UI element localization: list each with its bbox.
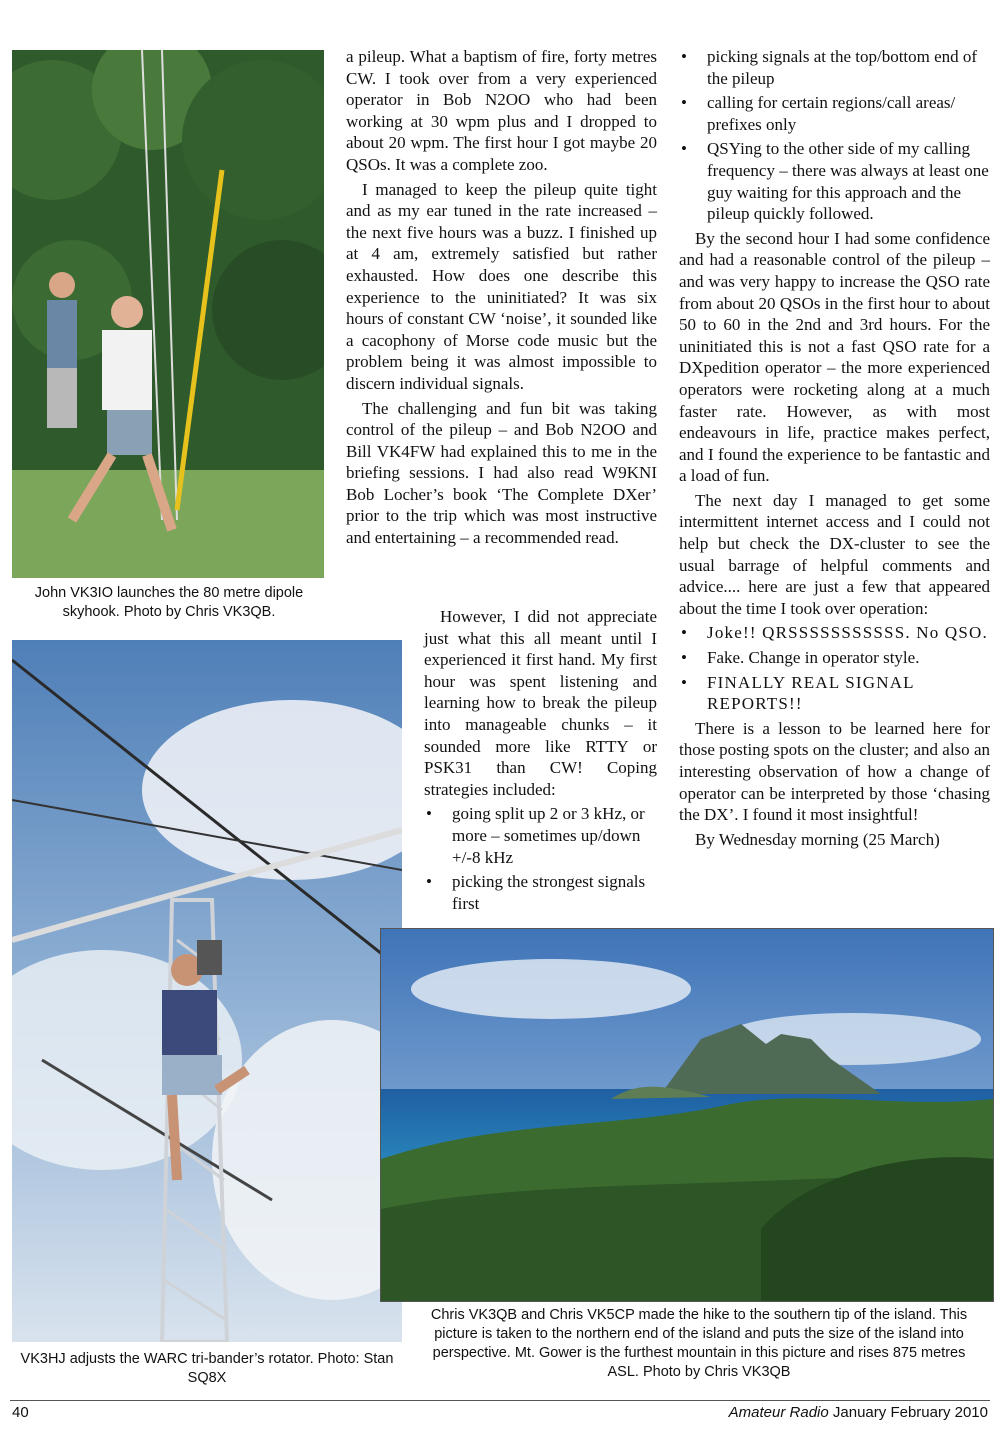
footer-publication: [729, 1404, 988, 1421]
list-item: • picking signals at the top/bottom end of the pileup: [679, 46, 990, 89]
paragraph: By the second hour I had some confidence and had a reasonable control of the pileup – and was very happy to increase the QSO rate from about 20 QSOs in the first hour to about 50 to 60 in the 2nd and 3rd hours. For the uninitiated this is not a fast QSO rate for a DXpedition operator – the more experienced operators were rocketing along at a much faster rate. However, as with most endeavours in life, practice makes perfect, and I found the experience to be fantastic and a load of fun.: [679, 228, 990, 486]
caption-photo-island-landscape: Chris VK3QB and Chris VK5CP made the hike to the southern tip of the island. This picture is taken to the northern end of the island and puts the size of the island into perspective. Mt. Gower is the furthest mountain in this picture and rises 875 metres ASL. Photo by Chris VK3QB: [430, 1307, 968, 1380]
caption-photo-tower-rotator: VK3HJ adjusts the WARC tri-bander’s rotator. Photo: Stan SQ8X: [20, 1351, 394, 1386]
text-column-2: [679, 46, 990, 853]
strategy-list: [424, 803, 657, 914]
caption-photo-antenna-launch: John VK3IO launches the 80 metre dipole skyhook. Photo by Chris VK3QB.: [34, 585, 304, 620]
list-item: • calling for certain regions/call areas/ prefixes only: [679, 92, 990, 135]
text-column-1-top: [346, 46, 657, 552]
list-item: • picking the strongest signals first: [424, 871, 657, 914]
paragraph: a pileup. What a baptism of fire, forty metres CW. I took over from a very experienced operator in Bob N2OO who had been working at 30 wpm plus and I dropped to about 20 wpm. The first hour I got maybe 20 QSOs. It was a complete zoo.: [346, 47, 657, 174]
footer-divider: [10, 1400, 990, 1401]
magazine-title: Amateur Radio: [728, 1404, 829, 1421]
list-item: • Joke!! QRSSSSSSSSSSS. No QSO.: [679, 622, 990, 644]
cluster-comments-list: [679, 622, 990, 714]
paragraph: There is a lesson to be learned here for those posting spots on the cluster; and also an interesting observation of how a change of operator can be interpreted by those ‘chasing the DX’. I found it most insightful!: [679, 718, 990, 825]
paragraph: By Wednesday morning (25 March): [695, 829, 940, 849]
issue-date: January February 2010: [832, 1404, 988, 1421]
paragraph: The challenging and fun bit was taking control of the pileup – and Bob N2OO and Bill VK4FW had explained this to me in the briefing sessions. I had also read W9KNI Bob Locher’s book ‘The Complete DXer’ prior to the trip which was most instructive and entertaining – a recommended read.: [346, 398, 657, 548]
list-item: • FINALLY REAL SIGNAL REPORTS!!: [679, 672, 990, 715]
strategy-list-continued: [679, 46, 990, 225]
page-number: 40: [12, 1404, 29, 1421]
paragraph: However, I did not appreciate just what this all meant until I experienced it first hand. My first hour was spent listening and learning how to break the pileup into manageable chunks – it sounded more like RTTY or PSK31 than CW! Coping strategies included:: [424, 607, 657, 799]
photo-antenna-launch: [12, 50, 324, 578]
photo-tower-rotator: [12, 640, 402, 1342]
paragraph: The next day I managed to get some intermittent internet access and I could not help but check the DX-cluster to see the usual barrage of helpful comments and advice.... here are just a few that appeared about the time I took over operation:: [679, 490, 990, 618]
list-item: • Fake. Change in operator style.: [679, 647, 990, 669]
photo-island-landscape: [380, 928, 994, 1302]
text-column-1-bottom: [424, 606, 657, 917]
paragraph: I managed to keep the pileup quite tight and as my ear tuned in the rate increased – the next five hours was a buzz. I finished up at 4 am, extremely satisfied but rather exhausted. How does one describe this experience to the uninitiated? It was six hours of constant CW ‘noise’, it sounded like a cacophony of Morse code music but the problem being it was almost impossible to discern individual signals.: [346, 179, 657, 393]
list-item: • going split up 2 or 3 kHz, or more – sometimes up/down +/-8 kHz: [424, 803, 657, 868]
list-item: • QSYing to the other side of my calling frequency – there was always at least one guy waiting for this approach and the pileup quickly followed.: [679, 138, 990, 224]
